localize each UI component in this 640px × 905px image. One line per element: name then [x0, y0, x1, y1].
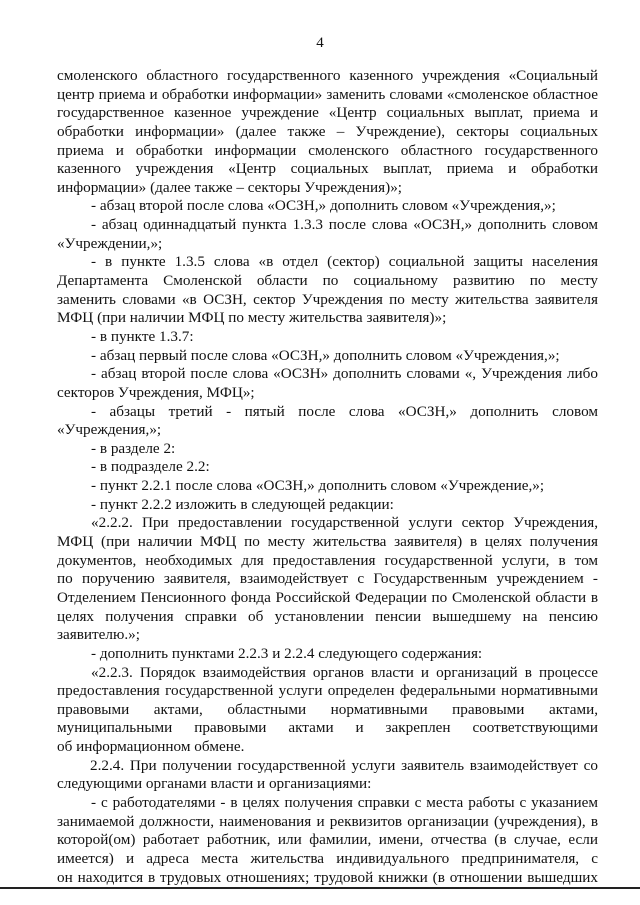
text-line: муниципальными правовыми актами и закреплен соответствующими	[57, 719, 598, 737]
text-line: секторов Учреждения, МФЦ»;	[57, 383, 255, 401]
text-line: Отделением Пенсионного фонда Российской Федерации по Смоленской области в	[57, 588, 598, 606]
text-line: имеется) и адреса места жительства индивидуального предпринимателя, с	[57, 849, 598, 867]
text-line: - в подразделе 2.2:	[91, 458, 210, 476]
text-line: он находится в трудовых отношениях; трудовой книжки (в отношении вышедших	[57, 868, 598, 886]
text-line: занимаемой должности, наименования и реквизитов организации (учреждения), в	[57, 812, 598, 830]
text-line: «2.2.2. При предоставлении государственной услуги сектор Учреждения,	[91, 514, 598, 532]
text-line: об информационном обмене.	[57, 738, 245, 756]
text-line: МФЦ (при наличии МФЦ по месту жительства заявителя)»;	[57, 309, 447, 327]
text-line: - с работодателями - в целях получения справки с места работы с указанием	[91, 793, 598, 811]
text-line: - в пункте 1.3.7:	[91, 327, 194, 345]
text-line: - пункт 2.2.2 изложить в следующей редакции:	[91, 495, 394, 513]
text-line: информации» (далее также – секторы Учреждения)»;	[57, 178, 403, 196]
text-line: «Учреждении,»;	[57, 234, 163, 252]
text-line: 2.2.4. При получении государственной услуги заявитель взаимодействует со	[90, 756, 598, 774]
text-line: центр приема и обработки информации» заменить словами «смоленское областное	[57, 85, 598, 103]
text-line: - абзац первый после слова «ОСЗН,» дополнить словом «Учреждения,»;	[91, 346, 560, 364]
text-line: целях получения справки об установлении пенсии вышедшему на пенсию	[57, 607, 598, 625]
text-line: - абзац второй после слова «ОСЗН» дополнить словами «, Учреждения либо	[91, 365, 598, 383]
text-line: документов, необходимых для предоставления государственной услуги, в том	[57, 551, 598, 569]
text-line: - абзац второй после слова «ОСЗН,» дополнить словом «Учреждения,»;	[91, 197, 556, 215]
text-line: заменить словами «в ОСЗН, сектор Учреждения по месту жительства заявителя	[57, 290, 598, 308]
text-line: «2.2.3. Порядок взаимодействия органов власти и организаций в процессе	[91, 663, 598, 681]
text-line: предоставления государственной услуги определен федеральными нормативными	[57, 682, 598, 700]
text-line: обработки информации» (далее также – Учреждение), секторы социальных	[57, 122, 598, 140]
text-line: следующими органами власти и организациями:	[57, 775, 372, 793]
text-line: заявителю.»;	[57, 626, 140, 644]
document-body	[57, 67, 598, 887]
text-line: - абзац одиннадцатый пункта 1.3.3 после слова «ОСЗН,» дополнить словом	[91, 216, 598, 234]
text-line: по поручению заявителя, взаимодействует с Государственным учреждением -	[57, 570, 598, 588]
text-line: которой(ом) работает работник, или фамилии, имени, отчества (в случае, если	[57, 831, 598, 849]
text-line: смоленского областного государственного казенного учреждения «Социальный	[57, 67, 598, 84]
text-line: казенного учреждения «Центр социальных выплат, приема и обработки	[57, 160, 598, 178]
text-line: МФЦ (при наличии МФЦ по месту жительства заявителя) в целях получения	[57, 533, 598, 551]
text-line: «Учреждения,»;	[57, 421, 162, 439]
text-line: приема и обработки информации смоленского областного государственного	[57, 141, 598, 159]
bottom-rule	[0, 887, 640, 889]
text-line: Департамента Смоленской области по социальному развитию по месту	[57, 272, 598, 290]
text-line: правовыми актами, областными нормативными правовыми актами,	[57, 700, 598, 718]
text-line: - абзацы третий - пятый после слова «ОСЗН,» дополнить словом	[91, 402, 598, 420]
text-line: государственное казенное учреждение «Центр социальных выплат, приема и	[57, 104, 598, 122]
text-line: - в разделе 2:	[91, 439, 176, 457]
page-number: 4	[316, 35, 324, 51]
text-line: - пункт 2.2.1 после слова «ОСЗН,» дополнить словом «Учреждение,»;	[91, 477, 545, 495]
text-line: - дополнить пунктами 2.2.3 и 2.2.4 следующего содержания:	[91, 644, 483, 662]
text-line: - в пункте 1.3.5 слова «в отдел (сектор) социальной защиты населения	[91, 253, 598, 271]
